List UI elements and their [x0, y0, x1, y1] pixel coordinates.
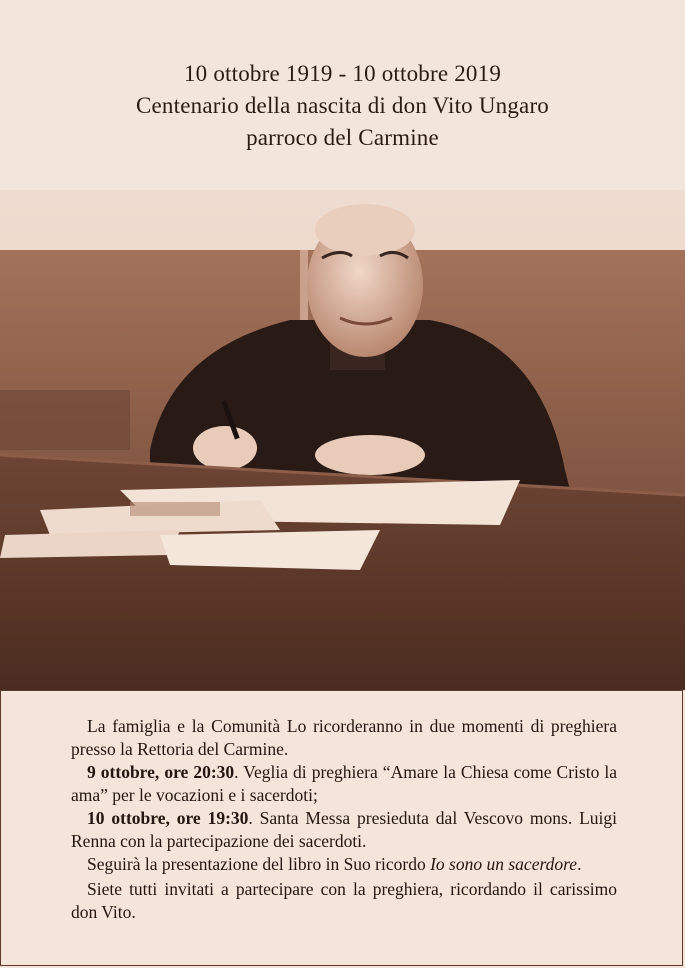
event1-date: 9 ottobre, ore 20:30: [87, 762, 235, 782]
intro-text: La famiglia e la Comunità Lo ricorderanno in due momenti di preghiera presso la Rettoria del Carmine.: [71, 716, 617, 759]
header-title: Centenario della nascita di don Vito Ungaro: [135, 93, 550, 118]
invite-paragraph: [71, 878, 617, 924]
header-subtitle: parroco del Carmine: [246, 125, 439, 150]
book-title: Io sono un sacerdore: [430, 854, 578, 874]
announcement-text: [71, 715, 617, 876]
header-dates: 10 ottobre 1919 - 10 ottobre 2019: [183, 61, 502, 86]
event2-text: . Santa Messa presieduta dal Vescovo mons. Luigi Renna con la partecipazione dei sacerdoti.: [71, 808, 618, 851]
invite-text: Siete tutti invitati a partecipare con la preghiera, ricordando il carissimo don Vito.: [71, 879, 617, 922]
portrait-photo: [0, 190, 685, 690]
flyer-header: [0, 58, 685, 154]
book-end: .: [577, 854, 582, 874]
event2-date: 10 ottobre, ore 19:30: [87, 808, 249, 828]
event1-text: . Veglia di preghiera “Amare la Chiesa come Cristo la ama” per le vocazioni e i sacerdoti;: [71, 762, 617, 805]
book-text: Seguirà la presentazione del libro in Suo ricordo: [87, 854, 431, 874]
announcement-box: [0, 690, 683, 966]
